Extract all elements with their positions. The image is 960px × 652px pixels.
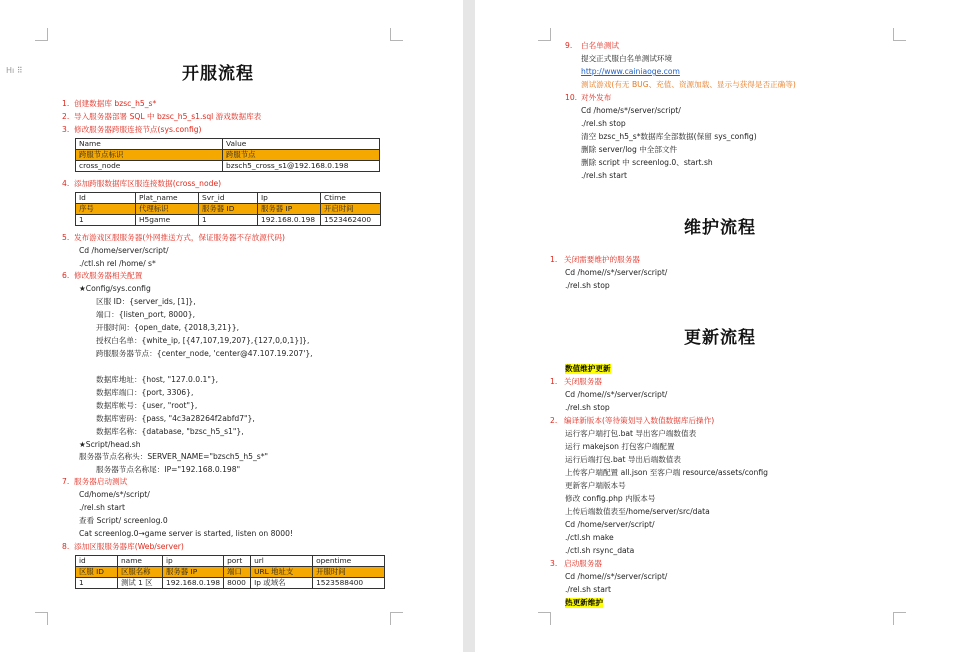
table-cell: Id [76,193,136,204]
table-cell: 1 [199,215,258,226]
command-line: Cd /home/s*/server/script/ [581,106,681,115]
cross-node-table [75,138,380,172]
table-cell: 8000 [224,578,251,589]
table-cell: 192.168.0.198 [258,215,321,226]
table-cell: Plat_name [136,193,199,204]
update-step-2: 2. 编译新版本(等待策划导入数值数据库后操作) [550,416,715,425]
table-cell: 跨服节点标识 [76,150,223,161]
table-cell: 开服时间 [313,567,385,578]
command-line: ./rel.sh start [581,171,627,180]
command-line: Cd /home//s*/server/script/ [565,572,668,581]
command-line: ./rel.sh start [79,503,125,512]
table-cell: Name [76,139,223,150]
table-cell: 1523462400 [321,215,381,226]
table-row [76,161,380,172]
table-cell: 服务器 ID [199,204,258,215]
table-cell: url [251,556,313,567]
config-line: 数据库端口：{port, 3306}, [96,388,194,397]
command-line: 更新客户端版本号 [565,481,626,490]
page-corner-mark [538,28,551,41]
table-row [76,215,381,226]
page-corner-mark [35,28,48,41]
command-line: 运行后端打包.bat 导出后端数值表 [565,455,681,464]
table-cell: 代理标识 [136,204,199,215]
table-cell: Ctime [321,193,381,204]
table-cell: 1 [76,578,118,589]
server-list-table [75,192,381,226]
step-2: 2. 导入服务器部署 SQL 中 bzsc_h5_s1.sql 游戏数据库表 [62,112,262,121]
table-cell: id [76,556,118,567]
update-title: 更新流程 [684,328,756,348]
script-line: 服务器节点名称头：SERVER_NAME="bzsch5_h5_s*" [79,452,269,461]
table-row [76,567,385,578]
page-corner-mark [538,612,551,625]
config-line: 跨服服务器节点：{center_node, 'center@47.107.19.207'}, [96,349,313,358]
update-step-1: 1. 关闭服务器 [550,377,602,386]
command-line: 修改 config.php 内版本号 [565,494,656,503]
table-row [76,578,385,589]
table-cell: 跨服节点 [223,150,380,161]
command-line: ./ctl.sh rel /home/ s* [79,259,156,268]
table-cell: H5game [136,215,199,226]
table-cell: 服务器 IP [258,204,321,215]
table-row [76,150,380,161]
config-line: 数据库密码：{pass, "4c3a28264f2abfd7"}, [96,414,255,423]
config-line: 区服 ID：{server_ids, [1]}, [96,297,196,306]
table-row [76,204,381,215]
command-line: 删除 server/log 中全部文件 [581,145,678,154]
table-header-row [76,193,381,204]
table-header-row [76,139,380,150]
command-line: 运行客户端打包.bat 导出客户端数值表 [565,429,697,438]
maintenance-title: 维护流程 [684,218,756,238]
step-6: 6. 修改服务器相关配置 [62,271,143,280]
table-cell: name [118,556,163,567]
table-cell: 192.168.0.198 [163,578,224,589]
command-line: ./rel.sh stop [565,281,610,290]
update-tag: 数值维护更新 [565,364,611,373]
command-line: 运行 makejson 打包客户端配置 [565,442,675,451]
command-line: Cd/home/s*/script/ [79,490,150,499]
step-7: 7. 服务器启动测试 [62,477,128,486]
config-line: 端口：{listen_port, 8000}, [96,310,196,319]
command-line: 上传客户端配置 all.json 至客户端 resource/assets/config [565,468,768,477]
command-line: Cat screenlog.0→game server is started, listen on 8000! [79,529,293,538]
config-heading: ★Config/sys.config [79,284,151,293]
table-cell: opentime [313,556,385,567]
command-line: ./rel.sh stop [565,403,610,412]
page-corner-mark [893,28,906,41]
table-cell: Svr_id [199,193,258,204]
command-line: Cd /home//s*/server/script/ [565,268,668,277]
table-cell: 1523588400 [313,578,385,589]
table-cell: Value [223,139,380,150]
table-cell: 1 [76,215,136,226]
step-3: 3. 修改服务器跨服连接节点(sys.config) [62,125,202,134]
script-heading: ★Script/head.sh [79,440,141,449]
table-cell: 序号 [76,204,136,215]
page-title: 开服流程 [182,64,254,84]
command-line: 查看 Script/ screenlog.0 [79,516,168,525]
config-line: 数据库帐号：{user, "root"}, [96,401,198,410]
step-10: 10. 对外发布 [565,93,612,102]
config-line: 数据库名称：{database, "bzsc_h5_s1"}, [96,427,244,436]
command-line: 清空 bzsc_h5_s*数据库全部数据(保留 sys_config) [581,132,757,141]
command-line: Cd /home/server/script/ [79,246,169,255]
hotfix-tag: 热更新维护 [565,598,603,607]
config-line: 数据库地址：{host, "127.0.0.1"}, [96,375,219,384]
command-line: Cd /home//s*/server/script/ [565,390,668,399]
table-cell: 测试 1 区 [118,578,163,589]
table-cell: bzsch5_cross_s1@192.168.0.198 [223,161,380,172]
table-cell: cross_node [76,161,223,172]
config-line: 开服时间：{open_date, {2018,3,21}}, [96,323,240,332]
table-cell: ip [163,556,224,567]
table-cell: 区服名称 [118,567,163,578]
command-line: ./rel.sh stop [581,119,626,128]
test-note: 测试游戏(有无 BUG、充值、资源加载、显示与获得是否正确等) [581,80,796,89]
table-cell: 端口 [224,567,251,578]
script-line: 服务器节点名称尾：IP="192.168.0.198" [96,465,241,474]
table-cell: 开启时间 [321,204,381,215]
command-line: ./ctl.sh make [565,533,614,542]
command-line: ./ctl.sh rsync_data [565,546,635,555]
command-line: 上传后端数值表至/home/server/src/data [565,507,710,516]
config-line: 授权白名单：{white_ip, [{47,107,19,207},{127,0,0,1}]}, [96,336,310,345]
page-corner-mark [893,612,906,625]
table-cell: URL 地址支 [251,567,313,578]
step-8: 8. 添加区服服务器库(Web/server) [62,542,184,551]
whitelist-link[interactable]: http://www.cainiaoge.com [581,67,680,76]
body-line: 提交正式服白名单测试环境 [581,54,673,63]
maintenance-step-1: 1. 关闭需要维护的服务器 [550,255,640,264]
command-line: 删除 script 中 screenlog.0、start.sh [581,158,713,167]
page-corner-mark [390,612,403,625]
page-corner-mark [35,612,48,625]
update-step-3: 3. 启动服务器 [550,559,602,568]
command-line: ./rel.sh start [565,585,611,594]
table-cell: 服务器 IP [163,567,224,578]
table-cell: Ip 或域名 [251,578,313,589]
table-header-row [76,556,385,567]
table-cell: port [224,556,251,567]
table-cell: Ip [258,193,321,204]
step-9: 9. 白名单测试 [565,41,619,50]
document-page-right [475,0,960,652]
step-4: 4. 添加跨服数据库区服连接数据(cross_node) [62,179,222,188]
step-5: 5. 发布游戏区服服务器(外网推送方式，保证服务器不存放源代码) [62,233,285,242]
web-server-table [75,555,385,589]
heading-style-icon[interactable]: Hı ⠿ [6,66,23,75]
command-line: Cd /home/server/script/ [565,520,655,529]
document-page-left [0,0,463,652]
table-cell: 区服 ID [76,567,118,578]
step-1: 1. 创建数据库 bzsc_h5_s* [62,99,157,108]
page-corner-mark [390,28,403,41]
